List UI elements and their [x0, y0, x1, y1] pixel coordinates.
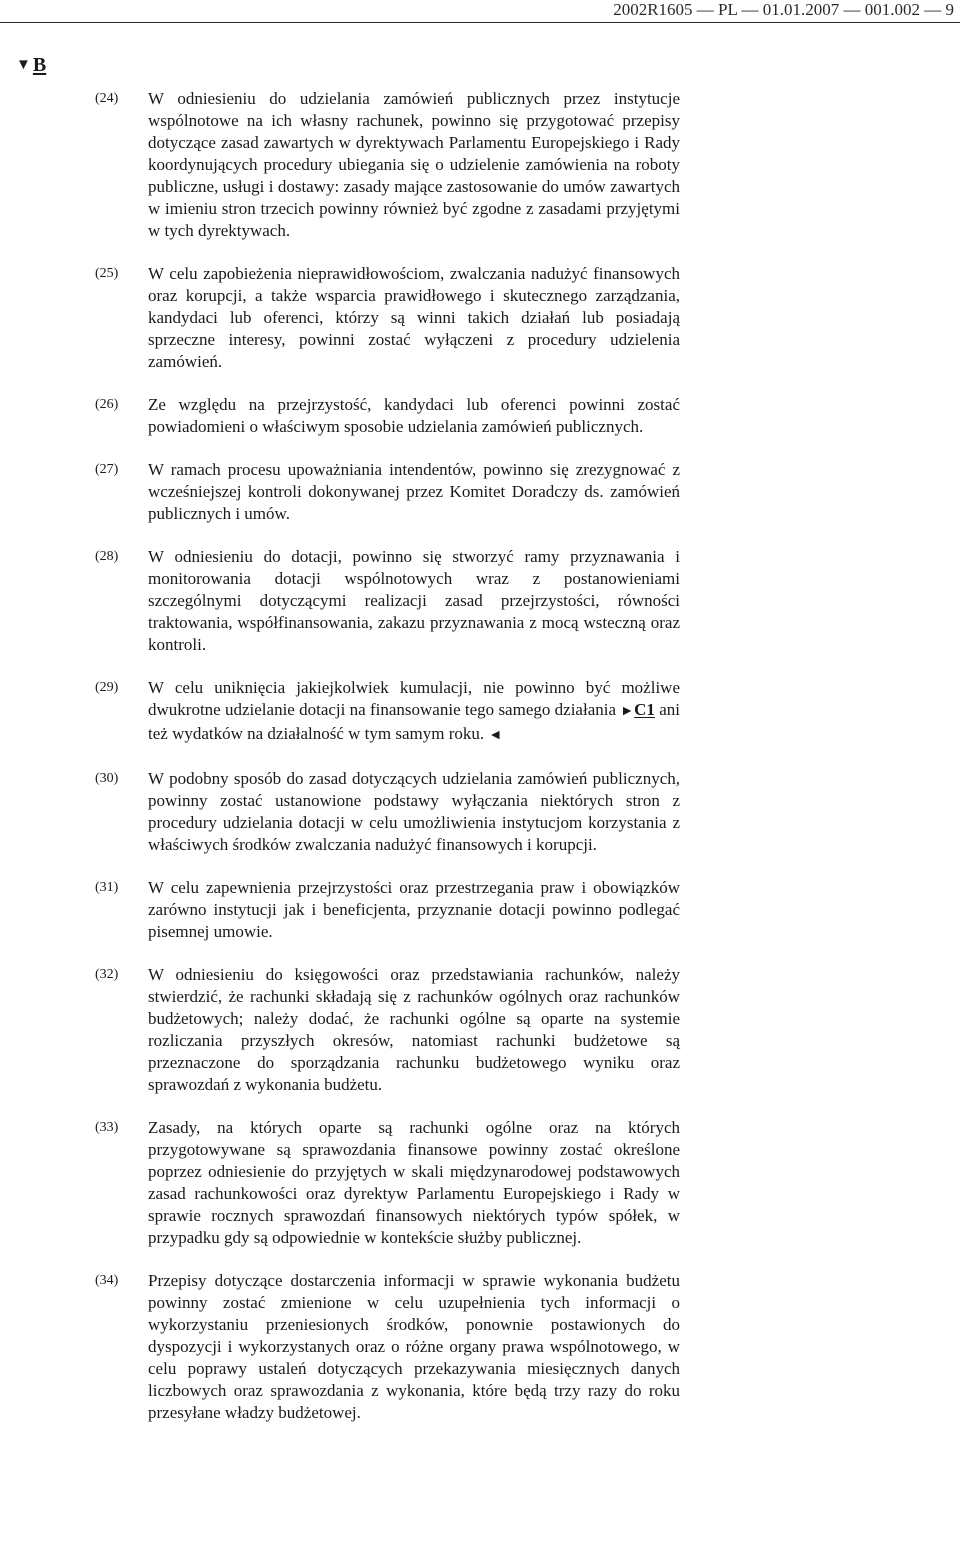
recital-number: (34)	[95, 1273, 119, 1288]
recital-text: W odniesieniu do dotacji, powinno się stworzyć ramy przyznawania i monitorowania dotacji wspólnotowych wraz z postanowieniami szczególnymi dotyczącymi realizacji zasad przejrzystości, równości traktowania, współfinansowania, zakazu przyznawania z mocą wsteczną oraz kontroli.	[148, 547, 680, 654]
recital	[0, 964, 680, 1096]
header-rule	[0, 22, 960, 23]
recital	[0, 546, 680, 656]
recital-text: W odniesieniu do księgowości oraz przedstawiania rachunków, należy stwierdzić, że rachunki składają się z rachunków ogólnych oraz rachunków budżetowych; należy dodać, że rachunki ogólne są oparte na systemie rozliczania przyszłych okresów, natomiast rachunki budżetowe są przeznaczone do sporządzania rachunku budżetowego wyniku oraz sprawozdań z wykonania budżetu.	[148, 965, 680, 1094]
amendment-reference-link[interactable]: C1	[634, 700, 655, 719]
recital-text: W ramach procesu upoważniania intendentów, powinno się zrezygnować z wcześniejszej kontroli dokonywanej przez Komitet Doradczy ds. zamówień publicznych i umów.	[148, 460, 680, 523]
recital-text: Zasady, na których oparte są rachunki ogólne oraz na których przygotowywane są sprawozdania finansowe powinny zostać określone poprzez odniesienie do przyjętych w skali międzynarodowej podstawowych zasad rachunkowości oraz dyrektyw Parlamentu Europejskiego i Rady w sprawie rocznych sprawozdań finansowych niektórych typów spółek, w przypadku gdy są odpowiednie w kontekście służby publicznej.	[148, 1118, 680, 1247]
recital	[0, 394, 680, 438]
recital	[0, 1270, 680, 1424]
recital-text-after: ani też wydatków na działalność w tym samym roku.	[148, 700, 680, 743]
recitals-list	[0, 88, 960, 1445]
recital	[0, 768, 680, 856]
recital-text: W odniesieniu do udzielania zamówień publicznych przez instytucje wspólnotowe na ich własny rachunek, powinno się przygotować przepisy dotyczące zasad zawartych w dyrektywach Parlamentu Europejskiego i Rady koordynujących procedury ubiegania się o udzielenie zamówienia na roboty publiczne, usługi i dostawy: zasady mające zastosowanie do umów zawartych w imieniu stron trzecich powinny również być zgodne z zasadami przyjętymi w tych dyrektywach.	[148, 89, 680, 240]
recital-number: (29)	[95, 680, 119, 695]
document-reference-header: 2002R1605 — PL — 01.01.2007 — 001.002 — 9	[613, 0, 954, 19]
recital-number: (27)	[95, 462, 119, 477]
recital-text: W podobny sposób do zasad dotyczących udzielania zamówień publicznych, powinny zostać ustanowione podstawy wyłączania niektórych stron z procedury udzielania dotacji w celu umożliwienia instytucjom korzystania z właściwych środków zwalczania nadużyć finansowych i korupcji.	[148, 769, 680, 854]
amendment-marker-label: B	[32, 54, 47, 76]
recital-number: (26)	[95, 397, 119, 412]
recital-text: W celu zapewnienia przejrzystości oraz przestrzegania praw i obowiązków zarówno instytucji jak i beneficjenta, przyznanie dotacji powinno podlegać pisemnej umowie.	[148, 878, 680, 941]
amendment-open-arrow-icon: ►	[620, 704, 635, 719]
triangle-down-icon: ▼	[16, 57, 31, 73]
recital-number: (30)	[95, 771, 119, 786]
recital-text: Przepisy dotyczące dostarczenia informacji w sprawie wykonania budżetu powinny zostać zmienione w celu uzupełnienia tych informacji o wykorzystaniu przeniesionych środków, ponownie postawionych do dyspozycji i wykorzystanych oraz o różne organy prawa wspólnotowego, w celu poprawy ustaleń dotyczących przekazywania miesięcznych danych liczbowych oraz sprawozdania z wykonania, które będą trzy razy do roku przesyłane władzy budżetowej.	[148, 1271, 680, 1422]
recital	[0, 677, 680, 747]
recital-text: W celu zapobieżenia nieprawidłowościom, zwalczania nadużyć finansowych oraz korupcji, a także wsparcia prawidłowego i skutecznego zarządzania, kandydaci lub oferenci, którzy są winni takich działań lub posiadają sprzeczne interesy, powinni zostać wyłączeni z procedury udzielenia zamówień.	[148, 264, 680, 371]
amendment-marker	[16, 54, 46, 76]
recital-text-before: W celu uniknięcia jakiejkolwiek kumulacji, nie powinno być możliwe dwukrotne udzielanie dotacji na finansowanie tego samego działania	[148, 678, 680, 719]
recital	[0, 877, 680, 943]
recital-number: (24)	[95, 91, 119, 106]
recital-number: (33)	[95, 1120, 119, 1135]
recital-number: (25)	[95, 266, 119, 281]
recital-number: (28)	[95, 549, 119, 564]
recital	[0, 88, 680, 242]
amendment-close-arrow-icon: ◄	[488, 728, 503, 743]
recital	[0, 459, 680, 525]
recital	[0, 1117, 680, 1249]
recital-text: Ze względu na przejrzystość, kandydaci lub oferenci powinni zostać powiadomieni o właściwym sposobie udzielania zamówień publicznych.	[148, 395, 680, 436]
recital-number: (31)	[95, 880, 119, 895]
recital	[0, 263, 680, 373]
recital-number: (32)	[95, 967, 119, 982]
